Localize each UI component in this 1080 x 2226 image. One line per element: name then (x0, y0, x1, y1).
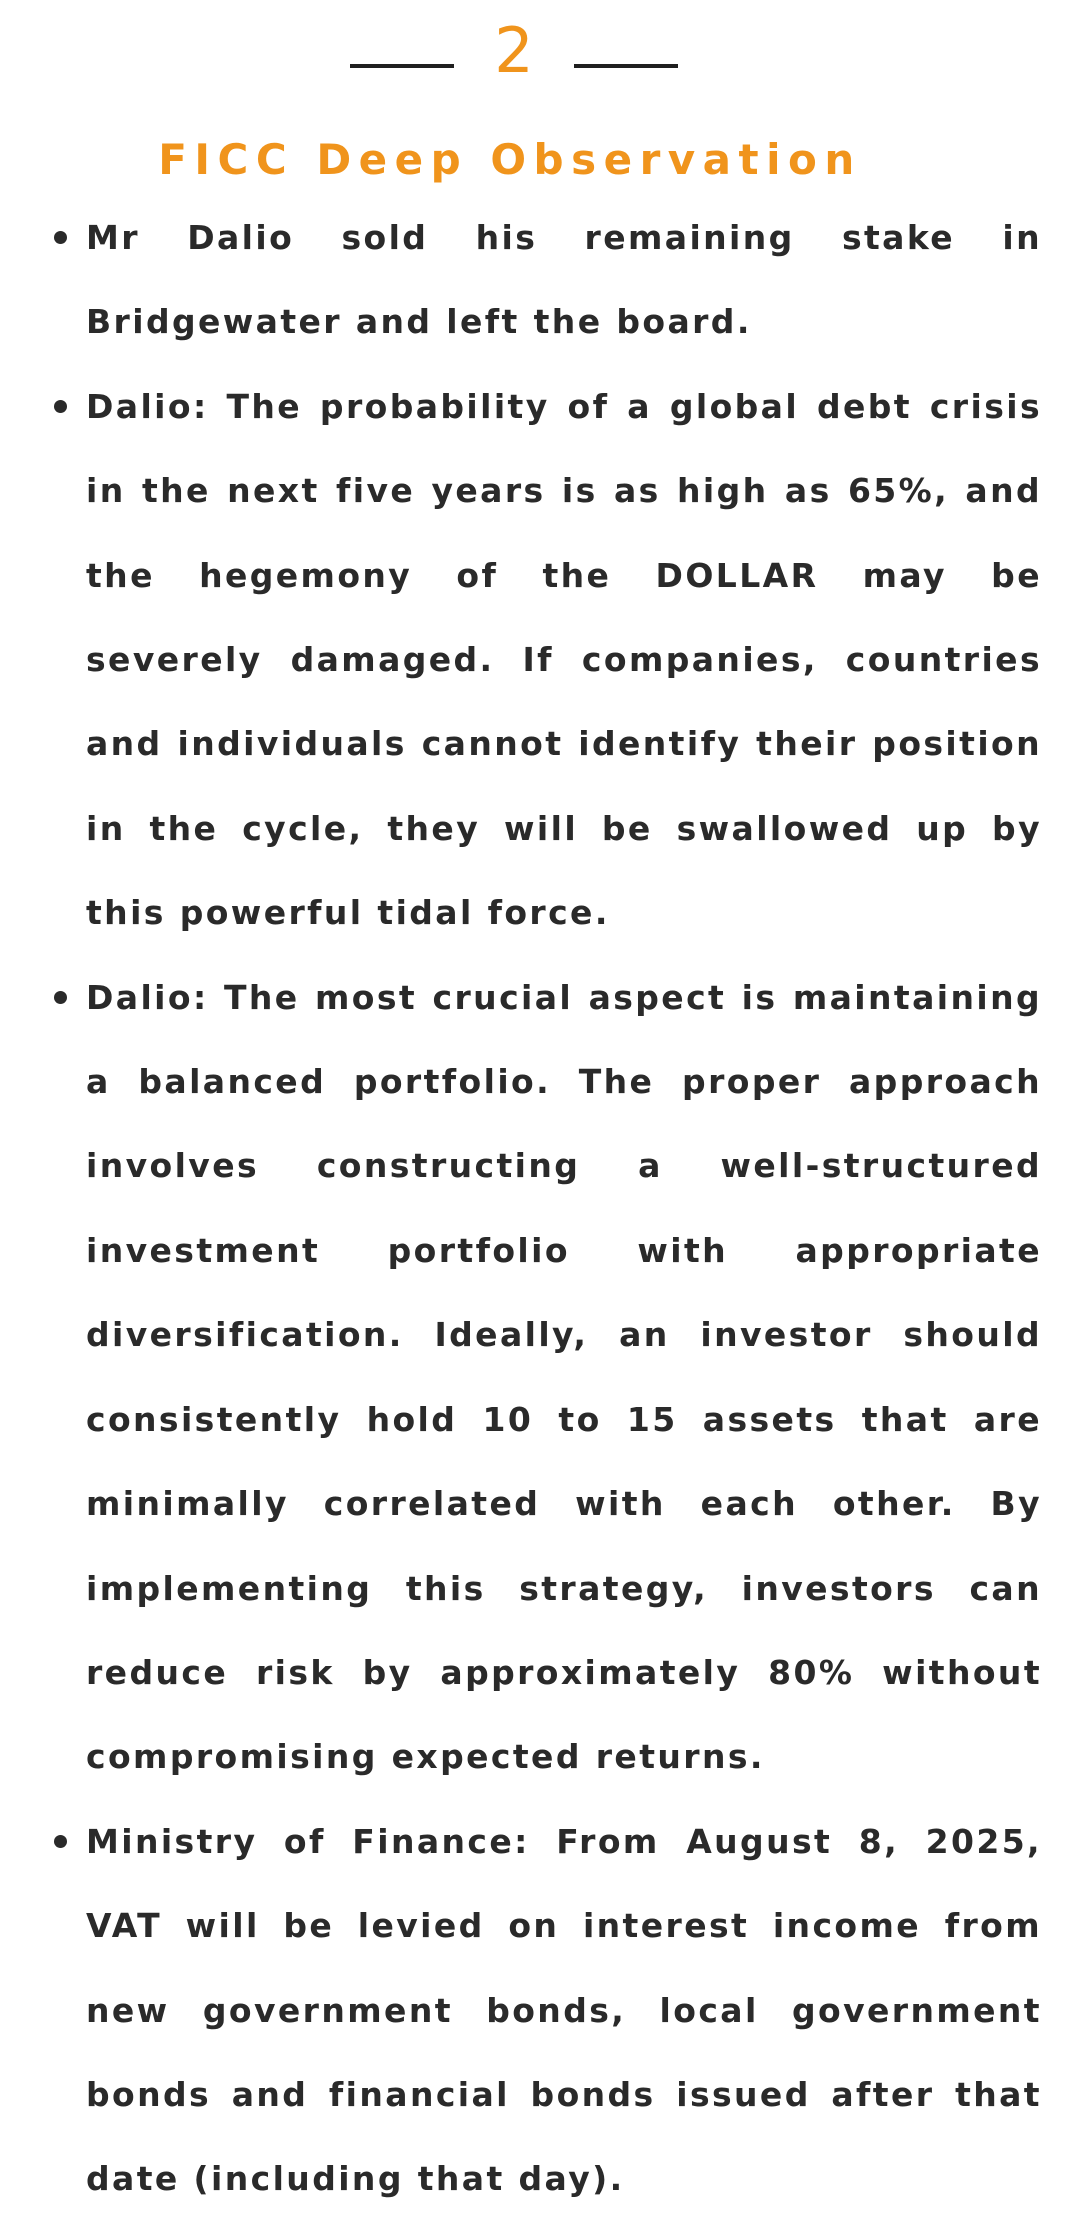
bullet-icon (54, 991, 67, 1004)
section-header (0, 14, 1080, 104)
news-item-text: Dalio: The most crucial aspect is maintaining a balanced portfolio. The proper approach involves constructing a well-structured investment portfolio with appropriate diversification. Ideally, an investor should consistently hold 10 to 15 assets that are minimally correlated with each other. By implementing this strategy, investors can reduce risk by approximately 80% without compromising expected returns. (86, 977, 1042, 1777)
header-divider-right (574, 64, 678, 68)
news-item-text: Mr Dalio sold his remaining stake in Bridgewater and left the board. (86, 218, 1042, 342)
section-title: FICC Deep Observation (158, 135, 862, 184)
news-item (86, 365, 1042, 956)
header-divider-left (350, 64, 454, 68)
bullet-icon (54, 231, 67, 244)
news-item-text: Ministry of Finance: From August 8, 2025, VAT will be levied on interest income from new government bonds, local government bonds and financial bonds issued after that date (including that day). (86, 1821, 1042, 2199)
news-item (86, 956, 1042, 1800)
section-number: 2 (494, 14, 534, 87)
bullet-icon (54, 1835, 67, 1848)
news-list (86, 196, 1042, 2222)
news-item-text: Dalio: The probability of a global debt crisis in the next five years is as high as 65%, and the hegemony of the DOLLAR may be severely damaged. If companies, countries and individuals cannot identify their position in the cycle, they will be swallowed up by this powerful tidal force. (86, 386, 1042, 933)
bullet-icon (54, 400, 67, 413)
news-item (86, 1800, 1042, 2222)
news-item (86, 196, 1042, 365)
